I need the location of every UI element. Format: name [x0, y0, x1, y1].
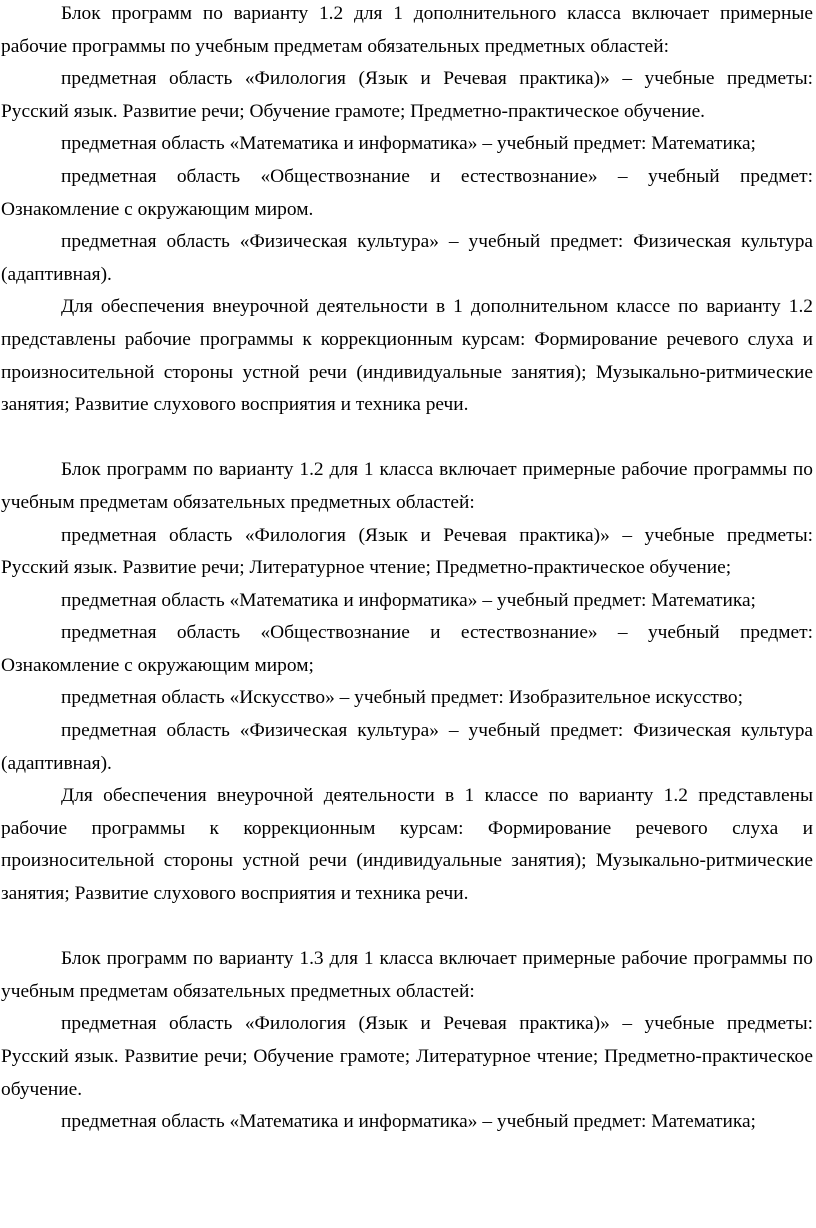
section-intro-paragraph: Блок программ по варианту 1.2 для 1 дополнительного класса включает примерные рабочие программы по учебным предметам обязательных предметных областей: — [1, 3, 813, 57]
extracurricular-paragraph: Для обеспечения внеурочной деятельности в 1 дополнительном классе по варианту 1.2 представлены рабочие программы к коррекционным курсам: Формирование речевого слуха и произносительной стороны устной речи (индивидуальные занятия); Музыкально-ритмические занятия; Развитие слухового восприятия и техника речи. — [1, 296, 813, 416]
subject-area-mathematics: предметная область «Математика и информатика» – учебный предмет: Математика; — [61, 1111, 756, 1133]
subject-area-philology: предметная область «Филология (Язык и Речевая практика)» – учебные предметы: Русский язык. Развитие речи; Обучение грамоте; Предметно-практическое обучение. — [1, 68, 813, 122]
section-variant-1-3-first-class — [1, 943, 813, 1139]
section-variant-1-2-additional-class — [1, 0, 813, 422]
subject-area-philology: предметная область «Филология (Язык и Речевая практика)» – учебные предметы: Русский язык. Развитие речи; Литературное чтение; Предметно-практическое обучение; — [1, 524, 813, 579]
section-spacer — [1, 422, 813, 455]
section-spacer — [1, 911, 813, 944]
subject-area-social-natural-science: предметная область «Обществознание и естествознание» – учебный предмет: Ознакомление с окружающим миром. — [1, 165, 813, 220]
subject-area-mathematics: предметная область «Математика и информатика» – учебный предмет: Математика; — [61, 133, 756, 155]
subject-area-philology: предметная область «Филология (Язык и Речевая практика)» – учебные предметы: Русский язык. Развитие речи; Обучение грамоте; Литературное чтение; Предметно-практическое обучение. — [1, 1013, 813, 1100]
subject-area-mathematics: предметная область «Математика и информатика» – учебный предмет: Математика; — [61, 589, 756, 611]
subject-area-physical-culture: предметная область «Физическая культура» – учебный предмет: Физическая культура (адаптивная). — [1, 720, 813, 774]
section-intro-paragraph: Блок программ по варианту 1.2 для 1 класса включает примерные рабочие программы по учебным предметам обязательных предметных областей: — [1, 459, 813, 513]
subject-area-art: предметная область «Искусство» – учебный предмет: Изобразительное искусство; — [61, 687, 744, 709]
subject-area-social-natural-science: предметная область «Обществознание и естествознание» – учебный предмет: Ознакомление с окружающим миром; — [1, 622, 813, 676]
extracurricular-paragraph: Для обеспечения внеурочной деятельности в 1 классе по варианту 1.2 представлены рабочие программы к коррекционным курсам: Формирование речевого слуха и произносительной стороны устной речи (индивидуальные занятия); Музыкально-ритмические занятия; Развитие слухового восприятия и техника речи. — [1, 785, 813, 905]
subject-area-physical-culture: предметная область «Физическая культура» – учебный предмет: Физическая культура (адаптивная). — [1, 231, 813, 285]
section-variant-1-2-first-class — [1, 454, 813, 910]
section-intro-paragraph: Блок программ по варианту 1.3 для 1 класса включает примерные рабочие программы по учебным предметам обязательных предметных областей: — [1, 948, 813, 1002]
